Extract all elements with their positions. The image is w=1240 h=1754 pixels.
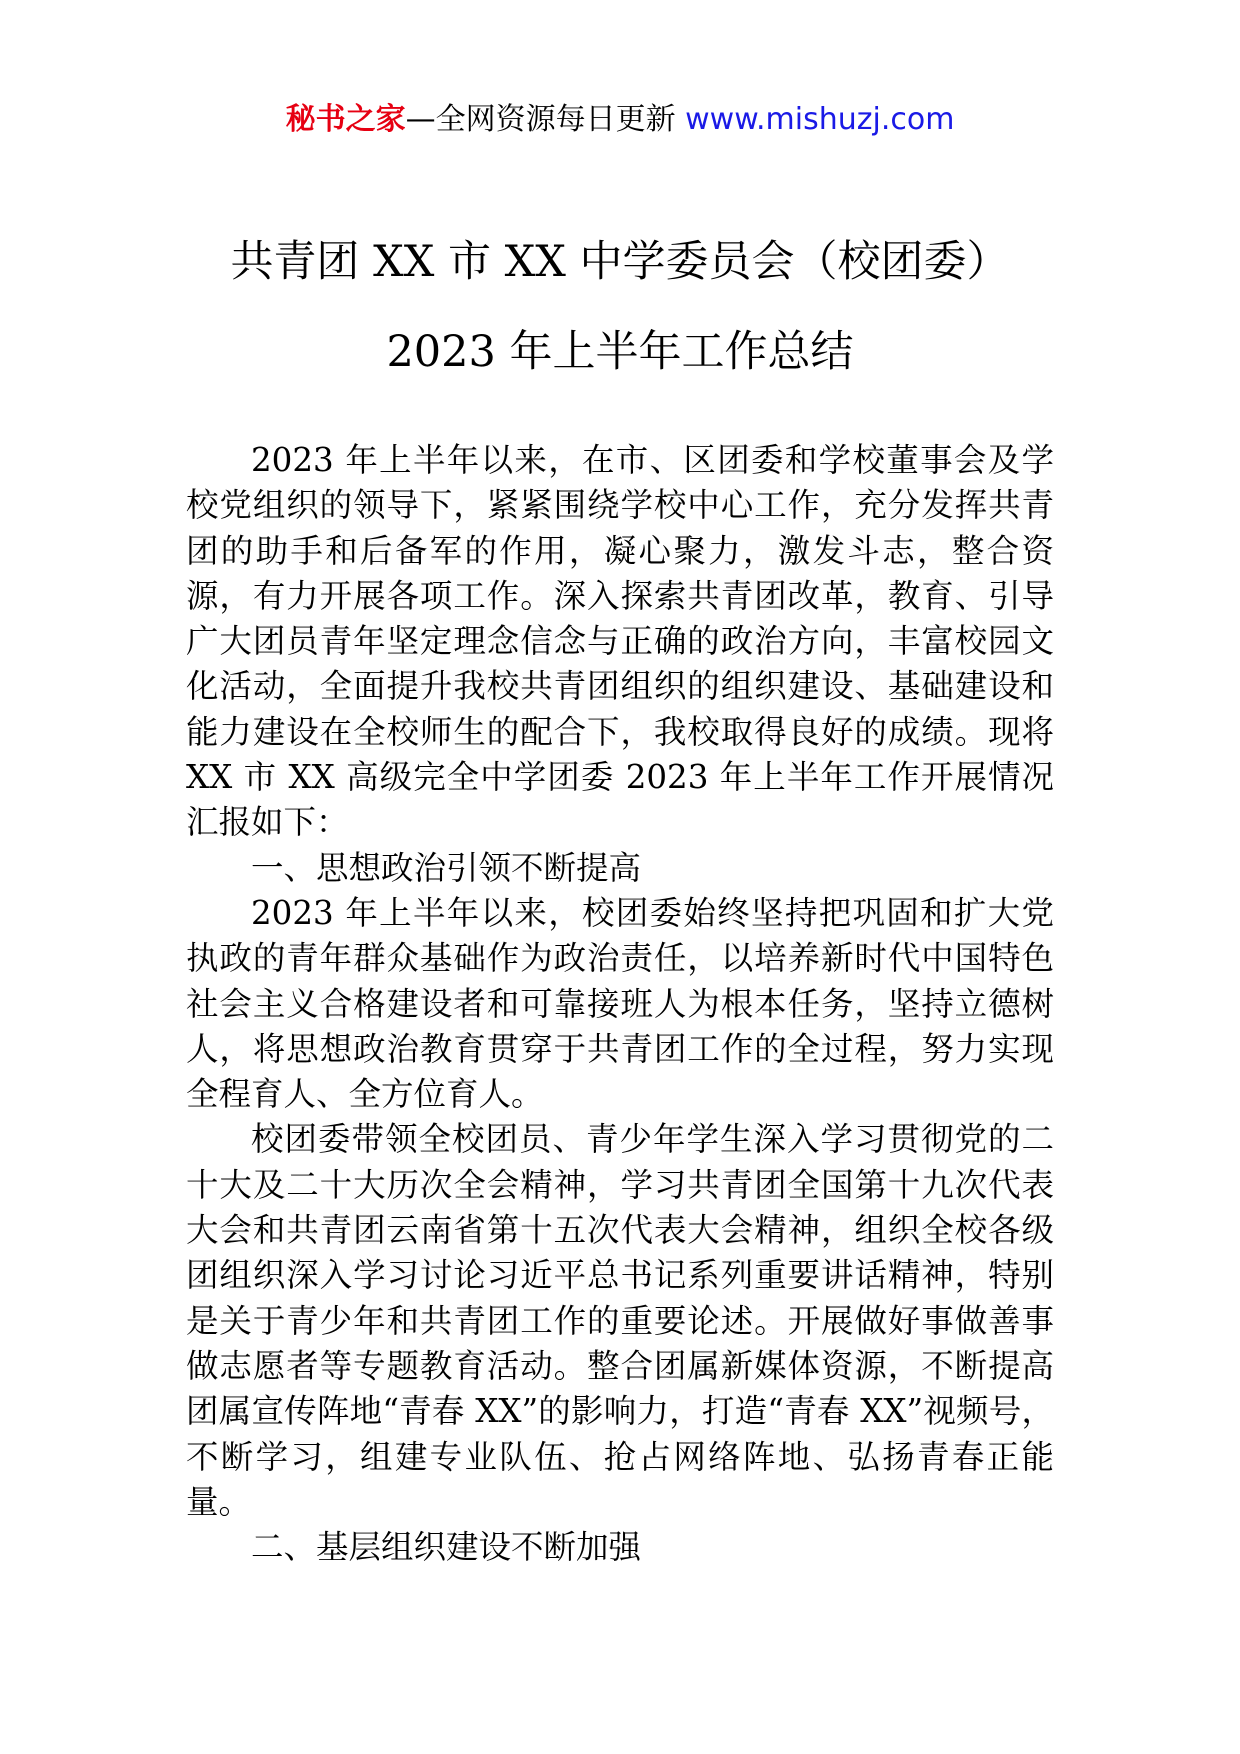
document-title-line2: 2023 年上半年工作总结 bbox=[386, 327, 854, 377]
section-heading-2: 二、基层组织建设不断加强 bbox=[251, 1528, 642, 1567]
brand-name: 秘书之家 bbox=[285, 102, 406, 137]
body-paragraph: 校团委带领全校团员、青少年学生深入学习贯彻党的二十大及二十大历次全会精神，学习共青团全国第十九次代表大会和共青团云南省第十五次代表大会精神，组织全校各级团组织深入学习讨论习近平总书记系列重要讲话精神，特别是关于青少年和共青团工作的重要论述。开展做好事做善事做志愿者等专题教育活动。整合团属新媒体资源，不断提高团属宣传阵地“青春 XX”的影响力，打造“青春 XX”视频号，不断学习，组建专业队伍、抢占网络阵地、弘扬青春正能量。 bbox=[186, 1120, 1054, 1521]
header-tagline: —全网资源每日更新 bbox=[405, 102, 686, 137]
document-body bbox=[186, 438, 1054, 1570]
intro-paragraph: 2023 年上半年以来，在市、区团委和学校董事会及学校党组织的领导下，紧紧围绕学校中心工作，充分发挥共青团的助手和后备军的作用，凝心聚力，激发斗志，整合资源，有力开展各项工作。深入探索共青团改革，教育、引导广大团员青年坚定理念信念与正确的政治方向，丰富校园文化活动，全面提升我校共青团组织的组织建设、基础建设和能力建设在全校师生的配合下，我校取得良好的成绩。现将 XX 市 XX 高级完全中学团委 2023 年上半年工作开展情况汇报如下： bbox=[186, 441, 1054, 842]
site-header bbox=[0, 100, 1240, 140]
site-url[interactable]: www.mishuzj.com bbox=[685, 102, 955, 137]
section-heading-1: 一、思想政治引领不断提高 bbox=[251, 848, 642, 887]
document-title-line1: 共青团 XX 市 XX 中学委员会（校团委） bbox=[230, 237, 1010, 287]
body-paragraph: 2023 年上半年以来，校团委始终坚持把巩固和扩大党执政的青年群众基础作为政治责任，以培养新时代中国特色社会主义合格建设者和可靠接班人为根本任务，坚持立德树人，将思想政治教育贯穿于共青团工作的全过程，努力实现全程育人、全方位育人。 bbox=[186, 893, 1054, 1114]
